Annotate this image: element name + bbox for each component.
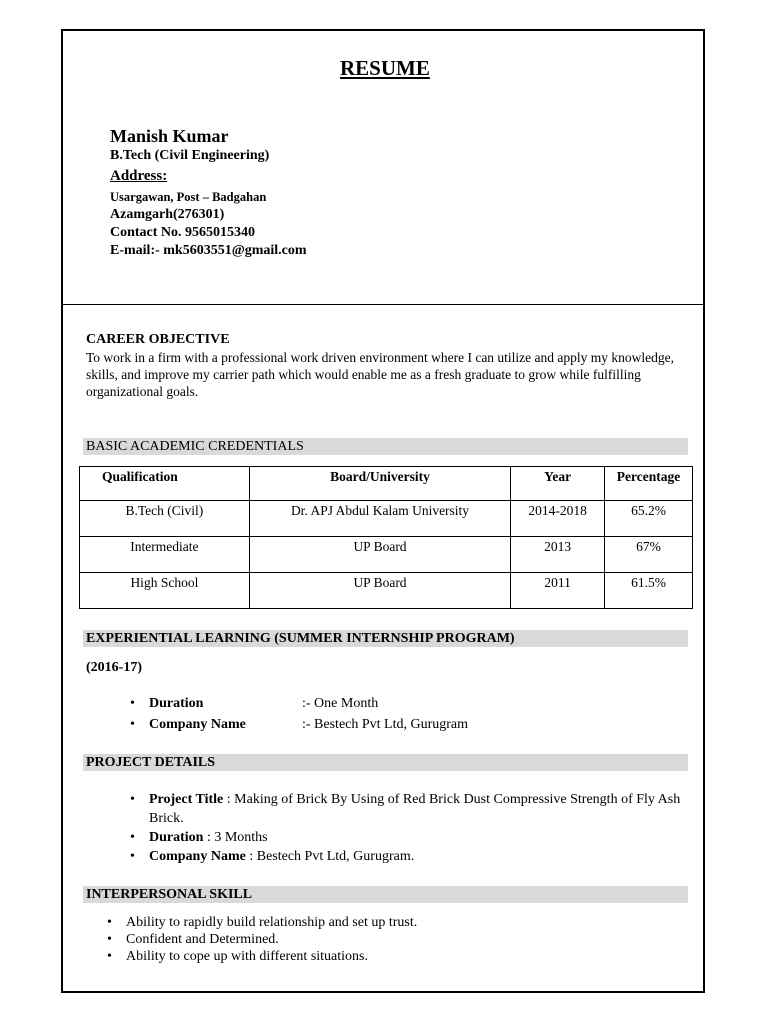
table-cell: 61.5% — [605, 573, 693, 609]
career-objective-heading: CAREER OBJECTIVE — [86, 332, 230, 347]
column-header: Year — [511, 467, 605, 501]
table-cell: B.Tech (Civil) — [80, 501, 250, 537]
candidate-name: Manish Kumar — [110, 126, 229, 146]
list-item — [127, 717, 687, 738]
detail-key: Company Name — [149, 849, 246, 864]
column-header: Qualification — [80, 467, 250, 501]
table-cell: 2013 — [511, 537, 605, 573]
academic-table — [79, 466, 693, 609]
detail-value: : 3 Months — [203, 830, 268, 845]
detail-key: Company Name — [149, 717, 246, 732]
table-row — [80, 573, 693, 609]
skills-heading: INTERPERSONAL SKILL — [83, 886, 688, 903]
table-row — [80, 501, 693, 537]
address-line-1: Usargawan, Post – Badgahan — [110, 190, 267, 204]
list-item: • Ability to cope up with different situations. — [104, 948, 684, 965]
detail-key: Duration — [149, 830, 204, 845]
detail-key: Duration — [149, 696, 204, 711]
internship-details-list — [127, 696, 687, 738]
column-header: Percentage — [605, 467, 693, 501]
project-details-list — [127, 790, 687, 866]
table-cell: 65.2% — [605, 501, 693, 537]
table-row — [80, 537, 693, 573]
address-label: Address: — [110, 168, 168, 184]
table-header-row — [80, 467, 693, 501]
list-item — [127, 696, 687, 717]
table-cell: 2014-2018 — [511, 501, 605, 537]
table-cell: 2011 — [511, 573, 605, 609]
table-cell: High School — [80, 573, 250, 609]
table-cell: UP Board — [249, 537, 510, 573]
detail-value: : Making of Brick By Using of Red Brick Dust Compressive Strength of Fly Ash Brick. — [149, 792, 681, 826]
project-heading: PROJECT DETAILS — [83, 754, 688, 771]
table-cell: Intermediate — [80, 537, 250, 573]
contact-number: Contact No. 9565015340 — [110, 225, 256, 240]
address-line-2: Azamgarh(276301) — [110, 207, 225, 222]
internship-heading: EXPERIENTIAL LEARNING (SUMMER INTERNSHIP PROGRAM) — [83, 630, 688, 647]
academic-heading: BASIC ACADEMIC CREDENTIALS — [83, 438, 688, 455]
internship-period: (2016-17) — [86, 660, 142, 675]
header-divider — [62, 304, 704, 305]
list-item — [127, 828, 687, 847]
skills-list — [104, 914, 684, 965]
candidate-degree: B.Tech (Civil Engineering) — [110, 148, 270, 163]
list-item — [127, 847, 687, 866]
detail-value: : Bestech Pvt Ltd, Gurugram. — [245, 849, 415, 864]
column-header: Board/University — [249, 467, 510, 501]
list-item — [127, 790, 687, 828]
career-objective-text: To work in a firm with a professional work driven environment where I can utilize and apply my knowledge, skills, and improve my carrier path which would enable me as a fresh graduate to grow while fulfilling organizational goals. — [86, 350, 675, 399]
table-cell: 67% — [605, 537, 693, 573]
table-cell: Dr. APJ Abdul Kalam University — [249, 501, 510, 537]
table-cell: UP Board — [249, 573, 510, 609]
detail-key: Project Title — [149, 792, 224, 807]
list-item: • Ability to rapidly build relationship and set up trust. — [104, 914, 684, 931]
email-address: E-mail:- mk5603551@gmail.com — [110, 243, 307, 258]
detail-value: :- One Month — [302, 696, 379, 711]
detail-value: :- Bestech Pvt Ltd, Gurugram — [302, 717, 469, 732]
resume-title: RESUME — [340, 56, 430, 80]
list-item: • Confident and Determined. — [104, 931, 684, 948]
